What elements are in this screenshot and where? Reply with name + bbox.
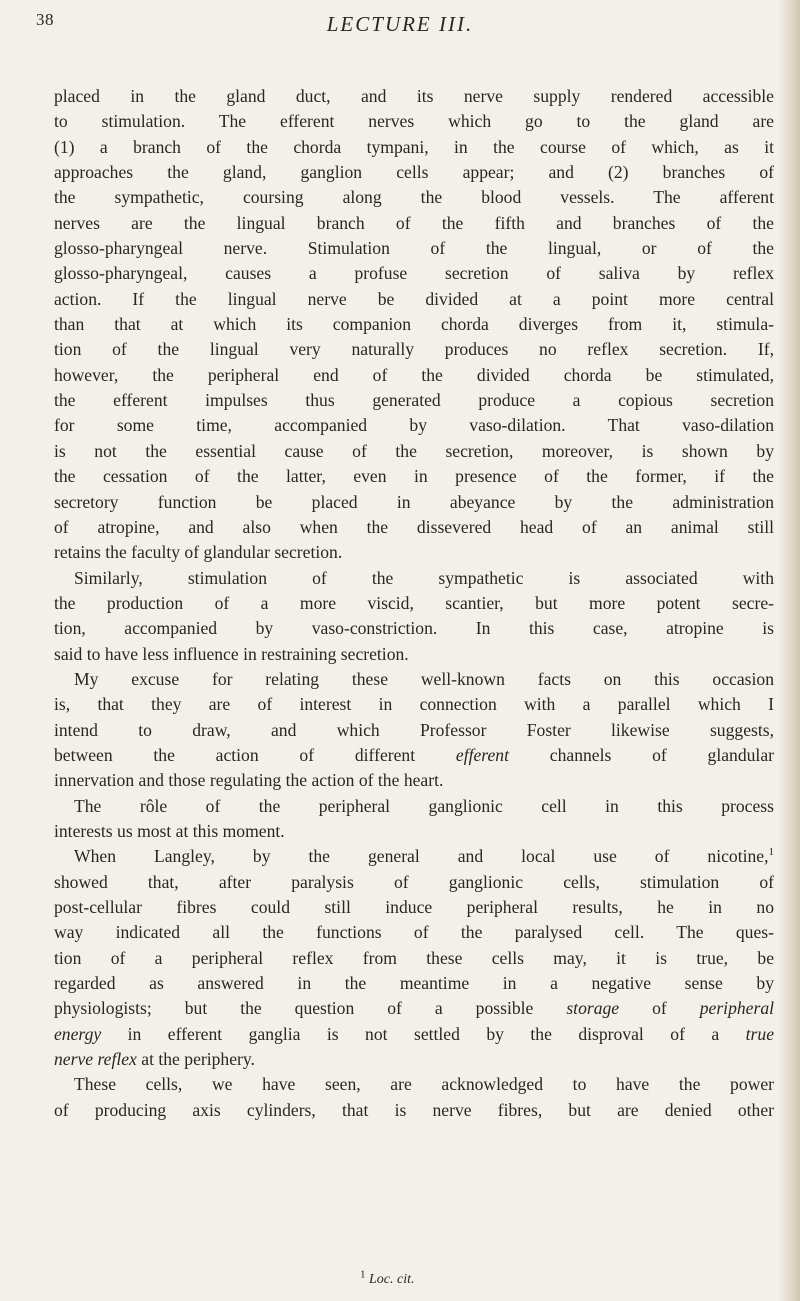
text-run: physiologists; but the question of a possible bbox=[54, 998, 534, 1019]
text-line: action. If the lingual nerve be divided at a point more central bbox=[54, 288, 774, 309]
text-line: the cessation of the latter, even in presence of the former, if the bbox=[54, 466, 774, 487]
text-line: placed in the gland duct, and its nerve supply rendered accessible bbox=[54, 86, 774, 106]
footnote-ref: 1 bbox=[768, 846, 774, 859]
page-number: 38 bbox=[36, 10, 54, 29]
italic-run: storage bbox=[566, 998, 620, 1019]
italic-run: true bbox=[745, 1023, 774, 1044]
footnote-marker: 1 bbox=[360, 1268, 366, 1281]
text-line bbox=[54, 996, 774, 1021]
text-line: tion of a peripheral reflex from these cells may, it is true, be bbox=[54, 947, 774, 968]
page-edge-shadow bbox=[778, 0, 800, 1301]
running-head: LECTURE III. bbox=[326, 12, 474, 36]
text-line: the sympathetic, coursing along the blood vessels. The afferent bbox=[54, 187, 774, 208]
text-line: tion of the lingual very naturally produces no reflex secretion. If, bbox=[54, 339, 774, 360]
text-line: said to have less influence in restraining secretion. bbox=[54, 643, 409, 664]
text-line: to stimulation. The efferent nerves which go to the gland are bbox=[54, 111, 774, 132]
text-line bbox=[54, 1047, 774, 1072]
text-line: however, the peripheral end of the divided chorda be stimulated, bbox=[54, 364, 774, 385]
footnote bbox=[360, 1268, 415, 1288]
text-line: is, that they are of interest in connection with a parallel which I bbox=[54, 694, 774, 715]
text-line bbox=[54, 743, 774, 768]
italic-run: energy bbox=[54, 1023, 102, 1044]
text-line: secretory function be placed in abeyance by the administration bbox=[54, 491, 774, 512]
text-line: than that at which its companion chorda diverges from it, stimula- bbox=[54, 314, 774, 335]
text-line: retains the faculty of glandular secretion. bbox=[54, 542, 343, 563]
text-run: of bbox=[652, 998, 667, 1019]
footnote-text: Loc. cit. bbox=[369, 1272, 415, 1287]
italic-run: nerve reflex bbox=[54, 1049, 137, 1070]
text-line: the efferent impulses thus generated produce a copious secretion bbox=[54, 390, 774, 411]
text-line: glosso-pharyngeal nerve. Stimulation of the lingual, or of the bbox=[54, 238, 774, 259]
text-line: The rôle of the peripheral ganglionic cell in this process bbox=[74, 795, 774, 816]
text-line: post-cellular fibres could still induce peripheral results, he in no bbox=[54, 897, 774, 917]
text-line: (1) a branch of the chorda tympani, in the course of which, as it bbox=[54, 136, 774, 157]
text-run: at the periphery. bbox=[141, 1049, 255, 1070]
text-line: for some time, accompanied by vaso-dilation. That vaso-dilation bbox=[54, 415, 774, 436]
text-line: Similarly, stimulation of the sympathetic is associated with bbox=[74, 567, 774, 588]
text-line: nerves are the lingual branch of the fifth and branches of the bbox=[54, 212, 774, 233]
italic-run: efferent bbox=[455, 744, 509, 765]
text-line: tion, accompanied by vaso-constriction. In this case, atropine is bbox=[54, 618, 774, 639]
text-line: of atropine, and also when the dissevered head of an animal still bbox=[54, 516, 774, 537]
text-line: My excuse for relating these well-known facts on this occasion bbox=[74, 668, 774, 689]
text-line: innervation and those regulating the action of the heart. bbox=[54, 770, 444, 791]
text-line: interests us most at this moment. bbox=[54, 820, 285, 841]
text-line: regarded as answered in the meantime in a negative sense by bbox=[54, 973, 774, 994]
text-line bbox=[54, 1022, 774, 1047]
text-line: is not the essential cause of the secretion, moreover, is shown by bbox=[54, 440, 774, 461]
text-run: between the action of different bbox=[54, 744, 416, 765]
text-line: These cells, we have seen, are acknowledged to have the power bbox=[74, 1074, 774, 1095]
text-run: When Langley, by the general and local use of nicotine, bbox=[74, 846, 769, 867]
text-line: intend to draw, and which Professor Foster likewise suggests, bbox=[54, 719, 774, 740]
text-line: of producing axis cylinders, that is nerve fibres, but are denied other bbox=[54, 1099, 774, 1120]
text-line: showed that, after paralysis of ganglionic cells, stimulation of bbox=[54, 871, 774, 892]
italic-run: peripheral bbox=[699, 998, 775, 1019]
text-line: glosso-pharyngeal, causes a profuse secretion of saliva by reflex bbox=[54, 263, 774, 284]
body-text bbox=[54, 84, 774, 1123]
text-line bbox=[54, 844, 774, 869]
text-line: approaches the gland, ganglion cells appear; and (2) branches of bbox=[54, 162, 774, 183]
text-line: way indicated all the functions of the paralysed cell. The ques- bbox=[54, 922, 774, 943]
text-run: channels of glandular bbox=[549, 744, 774, 765]
text-line: the production of a more viscid, scantier, but more potent secre- bbox=[54, 592, 774, 613]
text-run: in efferent ganglia is not settled by the disproval of a bbox=[127, 1023, 720, 1044]
